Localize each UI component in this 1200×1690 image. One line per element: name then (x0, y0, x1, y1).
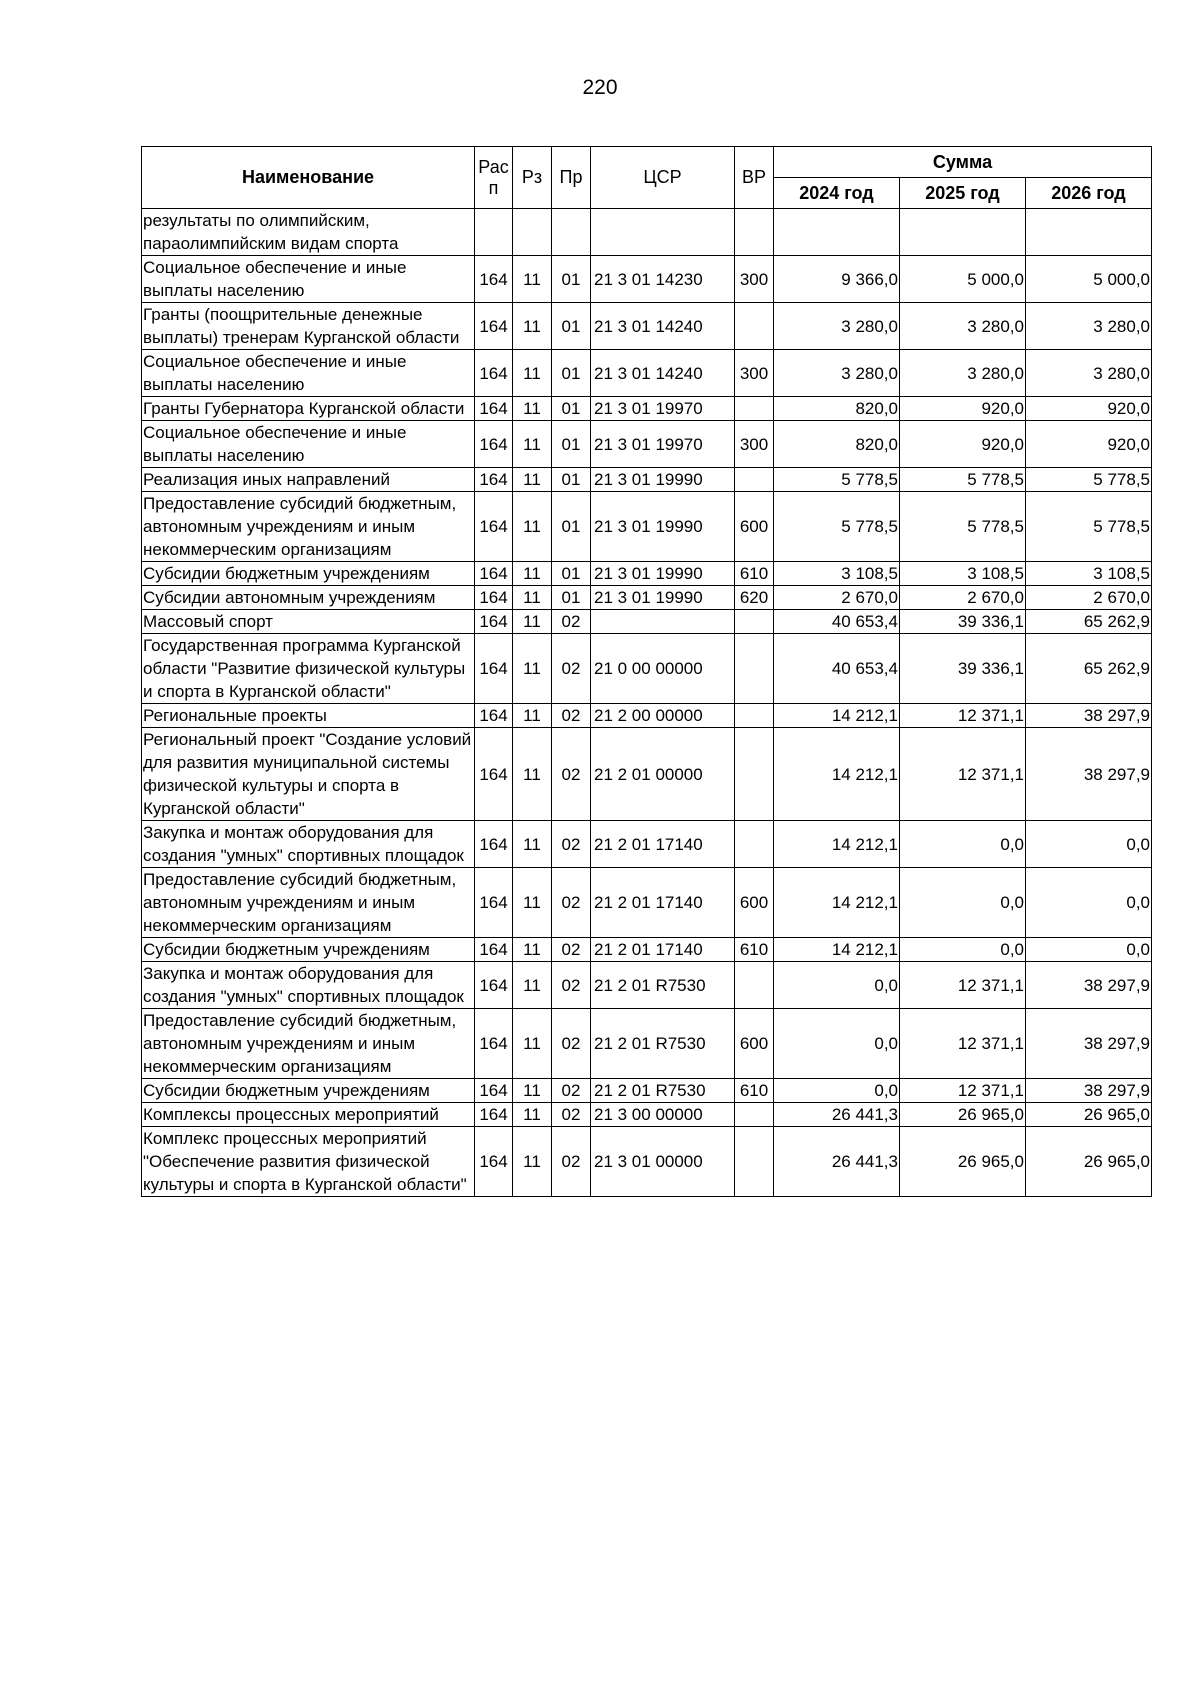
row-2026: 65 262,9 (1026, 610, 1152, 634)
row-rz: 11 (513, 821, 552, 868)
row-vr (735, 821, 774, 868)
row-2025: 5 778,5 (900, 492, 1026, 562)
row-2024: 40 653,4 (774, 634, 900, 704)
table-row (142, 704, 1152, 728)
row-2024 (774, 209, 900, 256)
header-csr: ЦСР (591, 147, 735, 209)
row-2026: 5 778,5 (1026, 468, 1152, 492)
row-rz: 11 (513, 421, 552, 468)
row-vr (735, 704, 774, 728)
row-rasp: 164 (475, 1103, 513, 1127)
table-row (142, 303, 1152, 350)
row-rz: 11 (513, 634, 552, 704)
row-rasp: 164 (475, 868, 513, 938)
row-2025: 3 280,0 (900, 350, 1026, 397)
table-header (142, 147, 1152, 209)
row-2026: 38 297,9 (1026, 962, 1152, 1009)
page-number: 220 (582, 76, 618, 99)
row-2024: 14 212,1 (774, 821, 900, 868)
row-csr: 21 2 01 17140 (591, 868, 735, 938)
row-2025: 3 108,5 (900, 562, 1026, 586)
row-2026: 920,0 (1026, 397, 1152, 421)
row-rz (513, 209, 552, 256)
row-rasp: 164 (475, 397, 513, 421)
row-rz: 11 (513, 586, 552, 610)
row-2026: 38 297,9 (1026, 728, 1152, 821)
row-pr: 01 (552, 562, 591, 586)
row-vr: 610 (735, 938, 774, 962)
table-row (142, 938, 1152, 962)
row-rasp: 164 (475, 256, 513, 303)
row-pr: 02 (552, 1079, 591, 1103)
row-rasp: 164 (475, 962, 513, 1009)
row-rasp: 164 (475, 728, 513, 821)
row-rasp: 164 (475, 1127, 513, 1197)
row-pr: 01 (552, 303, 591, 350)
row-pr: 02 (552, 610, 591, 634)
row-pr: 01 (552, 492, 591, 562)
row-name: Субсидии бюджетным учреждениям (142, 562, 475, 586)
row-2025: 39 336,1 (900, 634, 1026, 704)
row-2025: 920,0 (900, 421, 1026, 468)
row-2026: 26 965,0 (1026, 1103, 1152, 1127)
row-2024: 40 653,4 (774, 610, 900, 634)
row-2024: 820,0 (774, 397, 900, 421)
row-rasp: 164 (475, 634, 513, 704)
row-vr (735, 610, 774, 634)
table-row (142, 209, 1152, 256)
row-name: Субсидии автономным учреждениям (142, 586, 475, 610)
row-pr: 01 (552, 468, 591, 492)
row-pr: 02 (552, 728, 591, 821)
row-rasp: 164 (475, 350, 513, 397)
row-2024: 3 280,0 (774, 350, 900, 397)
row-rz: 11 (513, 610, 552, 634)
row-2025: 12 371,1 (900, 962, 1026, 1009)
header-rasp: Рас п (475, 147, 513, 209)
row-pr: 02 (552, 962, 591, 1009)
row-2024: 14 212,1 (774, 728, 900, 821)
row-name: результаты по олимпийским, параолимпийским видам спорта (142, 209, 475, 256)
table-row (142, 962, 1152, 1009)
row-csr: 21 3 01 19990 (591, 586, 735, 610)
row-rz: 11 (513, 1127, 552, 1197)
row-2024: 14 212,1 (774, 868, 900, 938)
row-2025 (900, 209, 1026, 256)
row-pr: 01 (552, 586, 591, 610)
row-rasp: 164 (475, 1009, 513, 1079)
row-rz: 11 (513, 962, 552, 1009)
table-row (142, 1079, 1152, 1103)
row-rasp: 164 (475, 468, 513, 492)
row-csr: 21 2 01 R7530 (591, 962, 735, 1009)
row-2025: 12 371,1 (900, 704, 1026, 728)
row-2025: 0,0 (900, 938, 1026, 962)
row-pr: 02 (552, 634, 591, 704)
row-pr: 02 (552, 704, 591, 728)
row-vr: 610 (735, 562, 774, 586)
table-row (142, 562, 1152, 586)
header-summa: Сумма (774, 147, 1152, 178)
row-csr (591, 209, 735, 256)
row-csr: 21 3 01 14240 (591, 303, 735, 350)
row-vr: 600 (735, 1009, 774, 1079)
row-2025: 12 371,1 (900, 1009, 1026, 1079)
row-csr: 21 2 01 R7530 (591, 1079, 735, 1103)
row-vr (735, 1103, 774, 1127)
row-name: Реализация иных направлений (142, 468, 475, 492)
row-name: Государственная программа Курганской области "Развитие физической культуры и спорта в Курганской области" (142, 634, 475, 704)
row-name: Гранты (поощрительные денежные выплаты) тренерам Курганской области (142, 303, 475, 350)
row-csr: 21 2 00 00000 (591, 704, 735, 728)
row-rasp (475, 209, 513, 256)
row-name: Массовый спорт (142, 610, 475, 634)
row-rasp: 164 (475, 938, 513, 962)
row-2026: 38 297,9 (1026, 704, 1152, 728)
row-2026: 0,0 (1026, 938, 1152, 962)
row-rz: 11 (513, 728, 552, 821)
row-2024: 0,0 (774, 962, 900, 1009)
table-row (142, 397, 1152, 421)
row-2025: 3 280,0 (900, 303, 1026, 350)
row-2024: 820,0 (774, 421, 900, 468)
row-csr: 21 2 01 00000 (591, 728, 735, 821)
row-pr: 01 (552, 397, 591, 421)
row-name: Закупка и монтаж оборудования для создания "умных" спортивных площадок (142, 962, 475, 1009)
row-rasp: 164 (475, 704, 513, 728)
row-2024: 3 280,0 (774, 303, 900, 350)
row-rz: 11 (513, 1009, 552, 1079)
header-pr: Пр (552, 147, 591, 209)
row-name: Закупка и монтаж оборудования для создания "умных" спортивных площадок (142, 821, 475, 868)
row-2025: 12 371,1 (900, 728, 1026, 821)
row-2024: 9 366,0 (774, 256, 900, 303)
row-csr: 21 3 01 19970 (591, 421, 735, 468)
row-2024: 5 778,5 (774, 468, 900, 492)
row-2025: 5 000,0 (900, 256, 1026, 303)
row-2025: 2 670,0 (900, 586, 1026, 610)
row-rz: 11 (513, 256, 552, 303)
row-2026: 2 670,0 (1026, 586, 1152, 610)
row-2026: 920,0 (1026, 421, 1152, 468)
row-rz: 11 (513, 868, 552, 938)
row-name: Предоставление субсидий бюджетным, автономным учреждениям и иным некоммерческим организациям (142, 1009, 475, 1079)
row-2026: 38 297,9 (1026, 1079, 1152, 1103)
row-vr: 300 (735, 350, 774, 397)
row-name: Региональные проекты (142, 704, 475, 728)
header-vr: ВР (735, 147, 774, 209)
row-name: Социальное обеспечение и иные выплаты населению (142, 421, 475, 468)
row-2026: 5 778,5 (1026, 492, 1152, 562)
row-csr: 21 0 00 00000 (591, 634, 735, 704)
header-2025: 2025 год (900, 178, 1026, 209)
table-row (142, 492, 1152, 562)
row-pr: 02 (552, 1127, 591, 1197)
row-vr (735, 1127, 774, 1197)
row-pr: 02 (552, 938, 591, 962)
row-vr (735, 962, 774, 1009)
row-2024: 2 670,0 (774, 586, 900, 610)
row-rasp: 164 (475, 821, 513, 868)
row-rasp: 164 (475, 562, 513, 586)
row-rz: 11 (513, 704, 552, 728)
row-name: Комплексы процессных мероприятий (142, 1103, 475, 1127)
row-rasp: 164 (475, 492, 513, 562)
table-row (142, 421, 1152, 468)
row-vr: 300 (735, 421, 774, 468)
row-2024: 3 108,5 (774, 562, 900, 586)
row-csr: 21 3 01 19970 (591, 397, 735, 421)
row-2026: 0,0 (1026, 868, 1152, 938)
row-pr: 01 (552, 421, 591, 468)
table-row (142, 256, 1152, 303)
table-row (142, 821, 1152, 868)
row-vr (735, 303, 774, 350)
row-2025: 26 965,0 (900, 1103, 1026, 1127)
budget-table (141, 146, 1152, 1197)
header-rz: Рз (513, 147, 552, 209)
row-2024: 14 212,1 (774, 938, 900, 962)
row-2024: 0,0 (774, 1079, 900, 1103)
table-row (142, 1009, 1152, 1079)
row-csr: 21 3 01 14240 (591, 350, 735, 397)
row-pr: 01 (552, 256, 591, 303)
row-rasp: 164 (475, 586, 513, 610)
row-2026: 0,0 (1026, 821, 1152, 868)
row-vr: 600 (735, 868, 774, 938)
row-pr: 01 (552, 350, 591, 397)
row-csr: 21 3 00 00000 (591, 1103, 735, 1127)
row-pr: 02 (552, 1009, 591, 1079)
table-row (142, 1127, 1152, 1197)
row-vr: 620 (735, 586, 774, 610)
row-2026: 3 280,0 (1026, 303, 1152, 350)
row-2026 (1026, 209, 1152, 256)
row-name: Субсидии бюджетным учреждениям (142, 1079, 475, 1103)
table-row (142, 468, 1152, 492)
row-rz: 11 (513, 1079, 552, 1103)
row-2025: 0,0 (900, 868, 1026, 938)
row-vr: 300 (735, 256, 774, 303)
row-rz: 11 (513, 492, 552, 562)
row-csr: 21 3 01 14230 (591, 256, 735, 303)
row-2026: 3 280,0 (1026, 350, 1152, 397)
row-vr (735, 634, 774, 704)
row-vr (735, 209, 774, 256)
row-2025: 5 778,5 (900, 468, 1026, 492)
row-rasp: 164 (475, 1079, 513, 1103)
row-2024: 14 212,1 (774, 704, 900, 728)
row-vr (735, 397, 774, 421)
row-vr (735, 468, 774, 492)
row-2025: 0,0 (900, 821, 1026, 868)
row-2024: 26 441,3 (774, 1127, 900, 1197)
row-name: Предоставление субсидий бюджетным, автономным учреждениям и иным некоммерческим организациям (142, 492, 475, 562)
row-rz: 11 (513, 1103, 552, 1127)
row-2026: 5 000,0 (1026, 256, 1152, 303)
row-2026: 3 108,5 (1026, 562, 1152, 586)
row-2025: 26 965,0 (900, 1127, 1026, 1197)
row-2026: 65 262,9 (1026, 634, 1152, 704)
row-rz: 11 (513, 938, 552, 962)
row-rasp: 164 (475, 610, 513, 634)
row-csr: 21 3 01 19990 (591, 492, 735, 562)
table-body (142, 209, 1152, 1197)
row-rz: 11 (513, 303, 552, 350)
row-2025: 920,0 (900, 397, 1026, 421)
row-name: Региональный проект "Создание условий для развития муниципальной системы физической культуры и спорта в Курганской области" (142, 728, 475, 821)
row-csr: 21 3 01 19990 (591, 468, 735, 492)
row-vr: 600 (735, 492, 774, 562)
row-pr: 02 (552, 1103, 591, 1127)
row-csr: 21 2 01 17140 (591, 938, 735, 962)
row-2025: 39 336,1 (900, 610, 1026, 634)
row-pr (552, 209, 591, 256)
row-2026: 26 965,0 (1026, 1127, 1152, 1197)
row-pr: 02 (552, 821, 591, 868)
row-vr: 610 (735, 1079, 774, 1103)
row-name: Социальное обеспечение и иные выплаты населению (142, 256, 475, 303)
row-pr: 02 (552, 868, 591, 938)
row-rasp: 164 (475, 303, 513, 350)
row-rz: 11 (513, 562, 552, 586)
table-row (142, 586, 1152, 610)
table-row (142, 1103, 1152, 1127)
row-2024: 0,0 (774, 1009, 900, 1079)
row-name: Субсидии бюджетным учреждениям (142, 938, 475, 962)
header-2026: 2026 год (1026, 178, 1152, 209)
row-2026: 38 297,9 (1026, 1009, 1152, 1079)
row-rz: 11 (513, 397, 552, 421)
row-rasp: 164 (475, 421, 513, 468)
table-row (142, 350, 1152, 397)
row-name: Комплекс процессных мероприятий "Обеспечение развития физической культуры и спорта в Курганской области" (142, 1127, 475, 1197)
table-row (142, 728, 1152, 821)
row-2025: 12 371,1 (900, 1079, 1026, 1103)
row-csr (591, 610, 735, 634)
row-2024: 5 778,5 (774, 492, 900, 562)
row-vr (735, 728, 774, 821)
table-row (142, 868, 1152, 938)
table-row (142, 610, 1152, 634)
row-2024: 26 441,3 (774, 1103, 900, 1127)
table-row (142, 634, 1152, 704)
row-csr: 21 2 01 R7530 (591, 1009, 735, 1079)
header-2024: 2024 год (774, 178, 900, 209)
row-name: Предоставление субсидий бюджетным, автономным учреждениям и иным некоммерческим организациям (142, 868, 475, 938)
row-rz: 11 (513, 350, 552, 397)
row-name: Гранты Губернатора Курганской области (142, 397, 475, 421)
row-rz: 11 (513, 468, 552, 492)
row-name: Социальное обеспечение и иные выплаты населению (142, 350, 475, 397)
header-name: Наименование (142, 147, 475, 209)
row-csr: 21 3 01 00000 (591, 1127, 735, 1197)
row-csr: 21 2 01 17140 (591, 821, 735, 868)
row-csr: 21 3 01 19990 (591, 562, 735, 586)
